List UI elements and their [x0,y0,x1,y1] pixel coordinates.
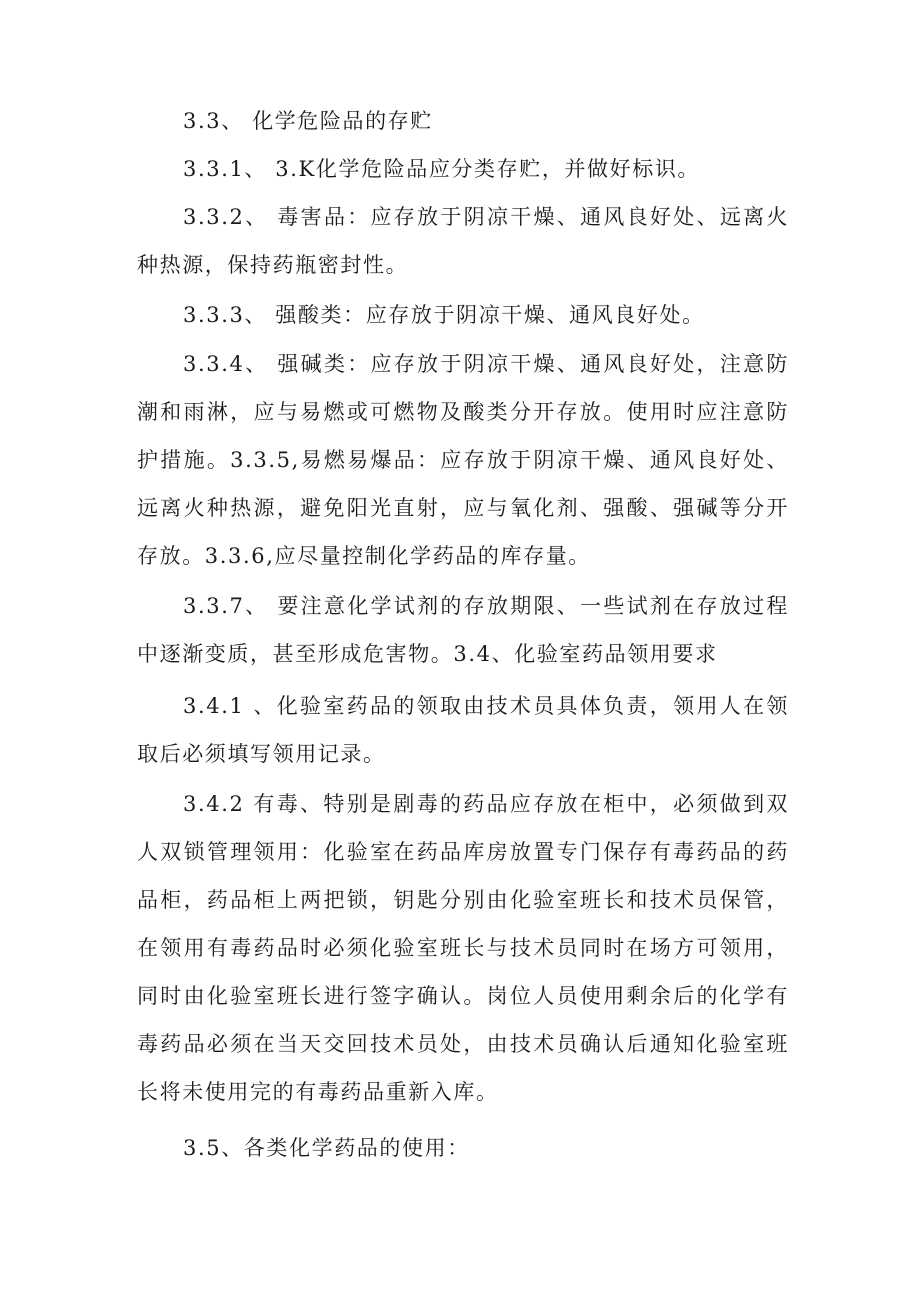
paragraph-3-3-1: 3.3.1、 3.K化学危险品应分类存贮，并做好标识。 [183,157,701,181]
paragraph-3-3-7: 3.3.7、 要注意化学试剂的存放期限、一些试剂在存放过程中逐渐变质，甚至形成危害物。3.4、化验室药品领用要求 [137,594,789,666]
section-heading-3-3: 3.3、 化学危险品的存贮 [183,109,433,133]
paragraph-3-4-2: 3.4.2 有毒、特别是剧毒的药品应存放在柜中，必须做到双人双锁管理领用：化验室在药品库房放置专门保存有毒药品的药品柜，药品柜上两把锁，钥匙分别由化验室班长和技术员保管，在领用有毒药品时必须化验室班长与技术员同时在场方可领用，同时由化验室班长进行签字确认。岗位人员使用剩余后的化学有毒药品必须在当天交回技术员处，由技术员确认后通知化验室班长将未使用完的有毒药品重新入库。 [137,792,789,1104]
paragraph-3-3-2: 3.3.2、 毒害品：应存放于阴凉干燥、通风良好处、远离火种热源，保持药瓶密封性。 [137,205,789,277]
paragraph-3-3-3: 3.3.3、 强酸类：应存放于阴凉干燥、通风良好处。 [183,303,705,327]
paragraph-3-3-4: 3.3.4、 强碱类：应存放于阴凉干燥、通风良好处，注意防潮和雨淋，应与易燃或可燃物及酸类分开存放。使用时应注意防护措施。3.3.5,易燃易爆品：应存放于阴凉干燥、通风良好处、远离火种热源，避免阳光直射，应与氧化剂、强酸、强碱等分开存放。3.3.6,应尽量控制化学药品的库存量。 [137,352,789,568]
paragraph-3-4-1: 3.4.1 、化验室药品的领取由技术员具体负责，领用人在领取后必须填写领用记录。 [137,694,789,766]
section-heading-3-5: 3.5、各类化学药品的使用： [183,1136,470,1160]
